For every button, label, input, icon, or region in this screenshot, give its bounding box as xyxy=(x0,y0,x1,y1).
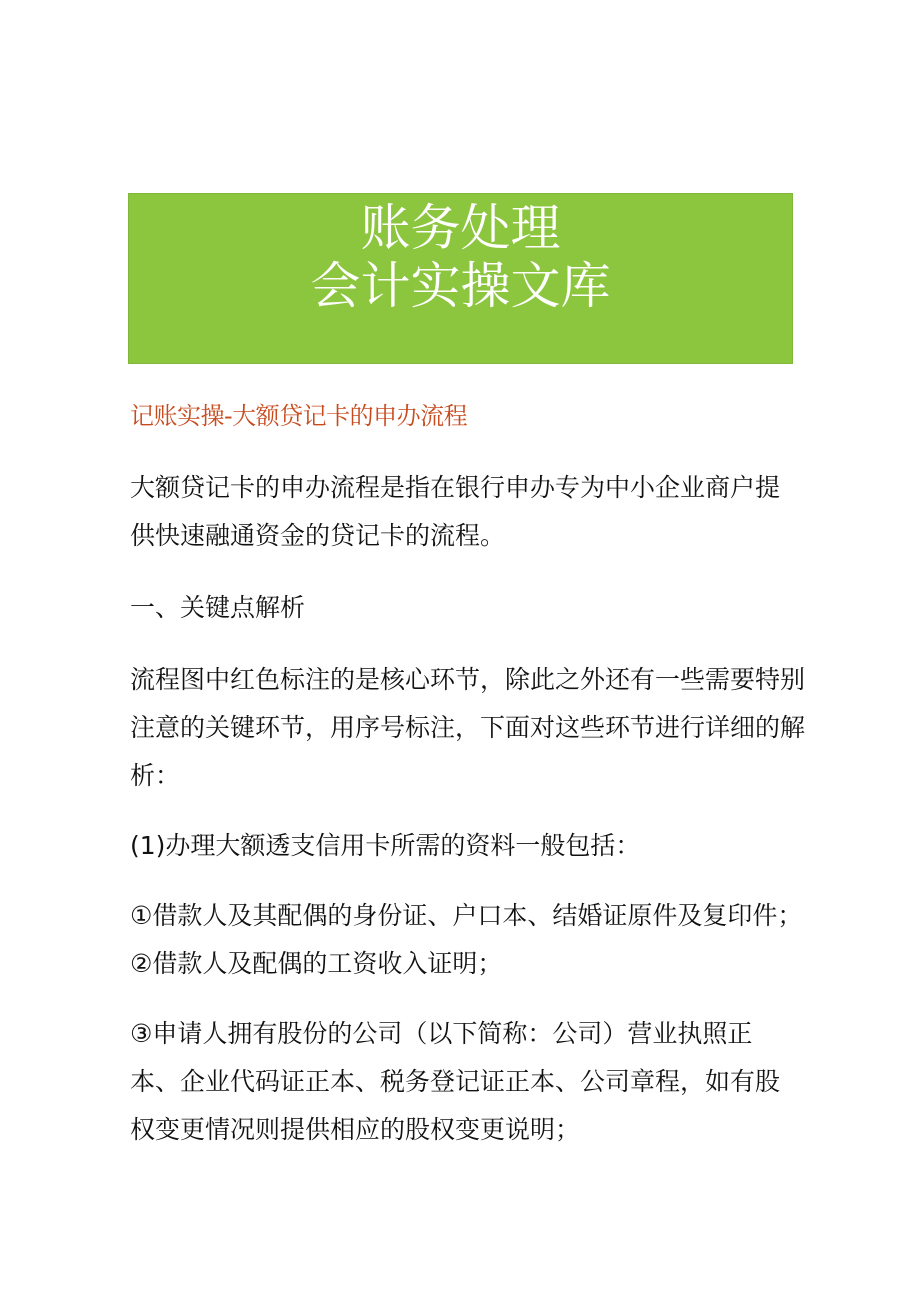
company-line2: 本、企业代码证正本、税务登记证正本、公司章程，如有股 xyxy=(130,1067,781,1096)
analysis-paragraph xyxy=(130,656,806,800)
intro-line2: 供快速融通资金的贷记卡的流程。 xyxy=(130,521,506,550)
analysis-line3: 析： xyxy=(130,761,181,790)
intro-line1: 大额贷记卡的申办流程是指在银行申办专为中小企业商户提 xyxy=(130,473,781,502)
banner-title-line1: 账务处理 xyxy=(360,199,561,257)
title-banner xyxy=(128,193,793,364)
item1-paragraph xyxy=(130,822,795,870)
item1-text: (1)办理大额透支信用卡所需的资料一般包括： xyxy=(130,831,641,860)
heading-key-points-text: 一、关键点解析 xyxy=(130,593,306,622)
analysis-line2: 注意的关键环节，用序号标注，下面对这些环节进行详细的解 xyxy=(130,713,806,742)
heading-key-points xyxy=(130,584,795,632)
company-documents-paragraph xyxy=(130,1010,795,1154)
intro-paragraph xyxy=(130,464,795,560)
banner-title-line2: 会计实操文库 xyxy=(310,257,611,315)
section-title: 记账实操-大额贷记卡的申办流程 xyxy=(130,402,468,430)
materials-list xyxy=(130,892,803,988)
materials-item-1: ①借款人及其配偶的身份证、户口本、结婚证原件及复印件； xyxy=(130,901,803,930)
company-line3: 权变更情况则提供相应的股权变更说明； xyxy=(130,1115,581,1144)
company-line1: ③申请人拥有股份的公司（以下简称：公司）营业执照正 xyxy=(130,1019,753,1048)
materials-item-2: ②借款人及配偶的工资收入证明； xyxy=(130,949,503,978)
analysis-line1: 流程图中红色标注的是核心环节，除此之外还有一些需要特别 xyxy=(130,665,806,694)
